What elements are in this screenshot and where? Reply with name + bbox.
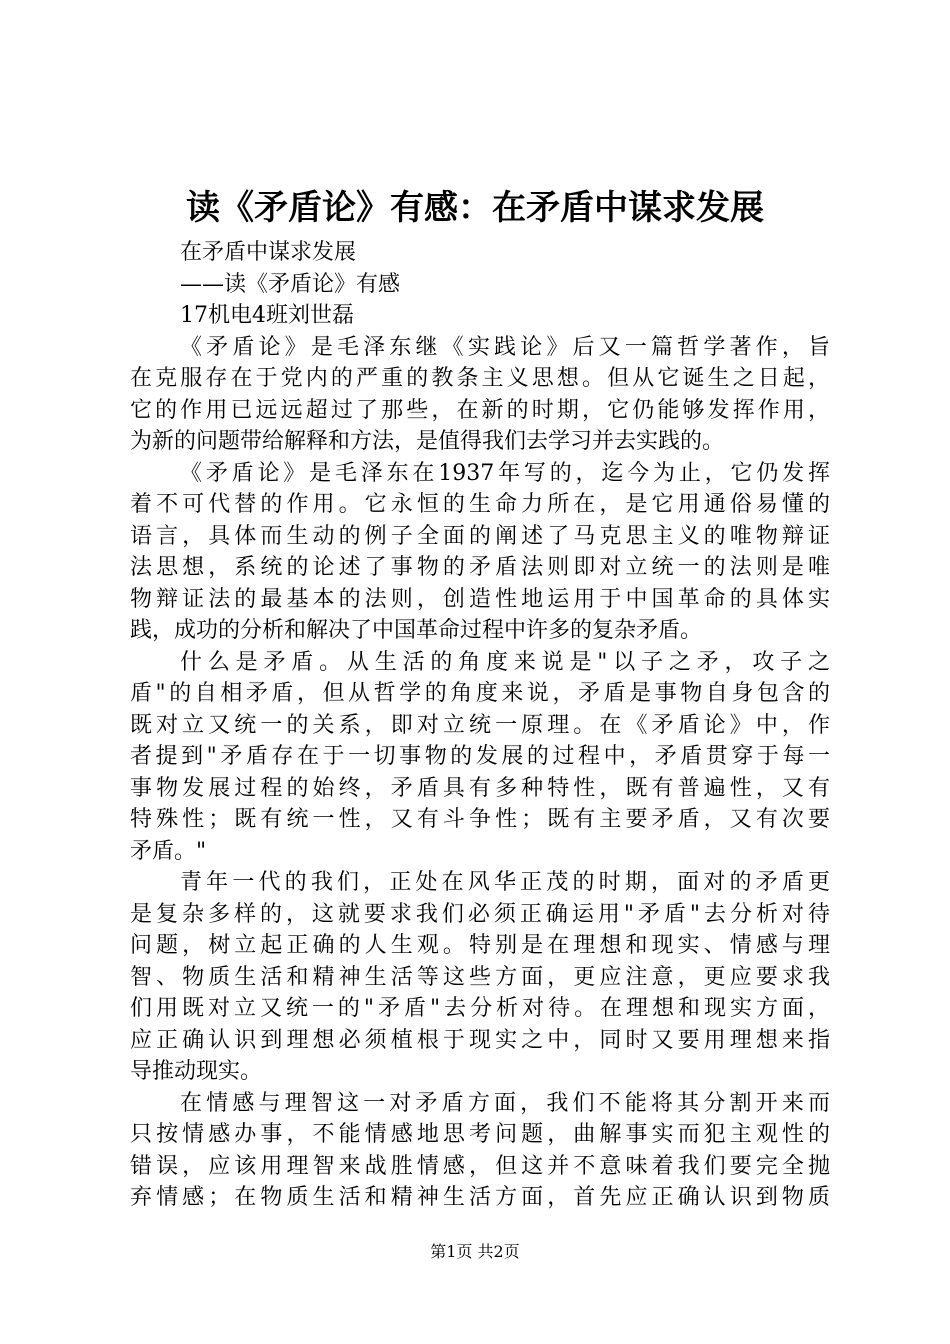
paragraph-line: 它的作用已远远超过了那些，在新的时期，它仍能够发挥作用， [130,397,830,423]
author-line: 17机电4班刘世磊 [180,303,354,328]
paragraph-line: 只按情感办事，不能情感地思考问题，曲解事实而犯主观性的 [130,1122,830,1147]
paragraph-line: 错误，应该用理智来战胜情感，但这并不意味着我们要完全抛 [130,1153,830,1179]
paragraph-line: 语言，具体而生动的例子全面的阐述了马克思主义的唯物辩证 [130,523,830,549]
subtitle-line: 在矛盾中谋求发展 [180,240,357,265]
page-number-footer: 第1页 共2页 [430,1242,520,1261]
paragraph-line: 特殊性；既有统一性，又有斗争性；既有主要矛盾，又有次要 [130,807,830,832]
paragraph-line: 弃情感；在物质生活和精神生活方面，首先应正确认识到物质 [130,1185,830,1210]
paragraph-line: 《矛盾论》是毛泽东在1937年写的，迄今为止，它仍发挥 [180,460,830,486]
paragraph-line: 着不可代替的作用。它永恒的生命力所在，是它用通俗易懂的 [130,492,830,517]
paragraph-line: 青年一代的我们，正处在风华正茂的时期，面对的矛盾更 [180,870,830,895]
paragraph-line: 践，成功的分析和解决了中国革命过程中许多的复杂矛盾。 [130,618,703,643]
document-title: 读《矛盾论》有感：在矛盾中谋求发展 [186,188,764,228]
paragraph-line: 事物发展过程的始终，矛盾具有多种特性，既有普遍性，又有 [130,775,830,801]
document-body [130,237,830,1214]
subtitle-line: ——读《矛盾论》有感 [180,271,401,297]
paragraph-line: 盾"的自相矛盾，但从哲学的角度来说，矛盾是事物自身包含的 [130,681,830,706]
paragraph-line: 导推动现实。 [130,1059,263,1084]
paragraph-line: 物辩证法的最基本的法则，创造性地运用于中国革命的具体实 [130,586,830,612]
paragraph-line: 者提到"矛盾存在于一切事物的发展的过程中，矛盾贯穿于每一 [130,744,830,769]
paragraph-line: 《矛盾论》是毛泽东继《实践论》后又一篇哲学著作，旨 [180,334,830,360]
paragraph-line: 智、物质生活和精神生活等这些方面，更应注意，更应要求我 [130,964,830,990]
paragraph-line: 法思想，系统的论述了事物的矛盾法则即对立统一的法则是唯 [130,555,830,580]
paragraph-line: 问题，树立起正确的人生观。特别是在理想和现实、情感与理 [130,933,830,958]
paragraph-line: 在克服存在于党内的严重的教条主义思想。但从它诞生之日起， [130,366,830,391]
paragraph-line: 应正确认识到理想必须植根于现实之中，同时又要用理想来指 [130,1027,830,1053]
paragraph-line: 矛盾。" [130,838,207,864]
paragraph-line: 为新的问题带给解释和方法，是值得我们去学习并去实践的。 [130,429,725,454]
paragraph-line: 在情感与理智这一对矛盾方面，我们不能将其分割开来而 [180,1090,830,1116]
paragraph-line: 们用既对立又统一的"矛盾"去分析对待。在理想和现实方面， [130,996,830,1021]
paragraph-line: 是复杂多样的，这就要求我们必须正确运用"矛盾"去分析对待 [130,901,830,927]
paragraph-line: 什么是矛盾。从生活的角度来说是"以子之矛，攻子之 [180,649,830,675]
paragraph-line: 既对立又统一的关系，即对立统一原理。在《矛盾论》中，作 [130,712,830,738]
